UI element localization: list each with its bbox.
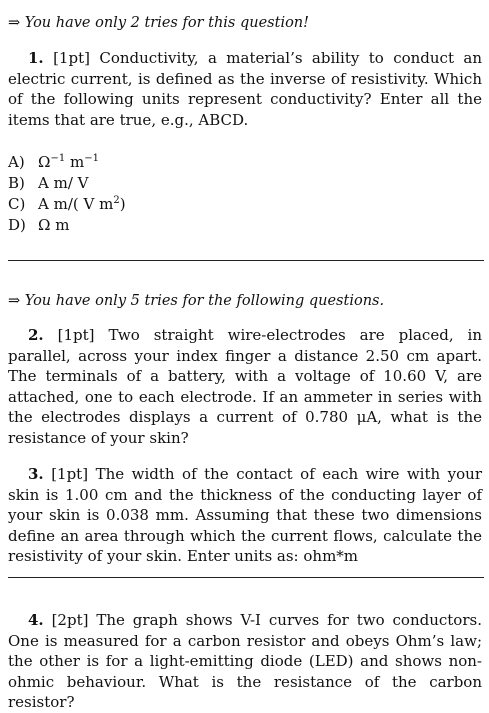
question-1-number: 1. (28, 49, 44, 67)
option-unit: Ω m (38, 216, 70, 234)
divider (8, 577, 484, 578)
question-2 (8, 325, 482, 448)
question-1-text: [1pt] Conductivity, a material’s ability to conduct an electric current, is defined as the inverse of resistivity. Which of the following units represent conductivity? Enter all the items that are true, e.g., ABCD. (8, 49, 482, 129)
tries-notice-multiple: ⇒ You have only 5 tries for the following questions. (8, 293, 385, 309)
option-unit: $\Omega^{-1}$ $m^{-1}$ (38, 153, 99, 171)
question-3 (8, 464, 482, 567)
question-3-number: 3. (28, 465, 44, 483)
option-letter: C) (8, 195, 26, 213)
option-unit: A m/( V $m^2$) (38, 195, 126, 213)
tries-notice-single: ⇒ You have only 2 tries for this question! (8, 15, 309, 31)
question-1-options (8, 152, 126, 236)
option-a (8, 152, 126, 173)
option-b (8, 173, 126, 194)
divider (8, 260, 484, 261)
option-d (8, 215, 126, 236)
option-letter: D) (8, 216, 26, 234)
option-letter: A) (8, 153, 25, 171)
question-4 (8, 610, 482, 713)
option-letter: B) (8, 174, 25, 192)
question-1 (8, 48, 482, 130)
question-4-text: [2pt] The graph shows V-I curves for two conductors. One is measured for a carbon resistor and obeys Ohm’s law; the other is for a light-emitting diode (LED) and shows non-ohmic behaviour. What is the resistance of the carbon resistor? (8, 611, 482, 711)
option-c (8, 194, 126, 215)
option-unit: A m/ V (38, 174, 89, 192)
question-3-text: [1pt] The width of the contact of each wire with your skin is 1.00 cm and the thickness of the conducting layer of your skin is 0.038 mm. Assuming that these two dimensions define an area through which the current flows, calculate the resistivity of your skin. Enter units as: ohm*m (8, 465, 482, 565)
question-2-number: 2. (28, 326, 44, 344)
question-2-text: [1pt] Two straight wire-electrodes are placed, in parallel, across your index finger a distance 2.50 cm apart. The terminals of a battery, with a voltage of 10.60 V, are attached, one to each electrode. If an ammeter in series with the electrodes displays a current of 0.780 μA, what is the resistance of your skin? (8, 326, 482, 447)
question-4-number: 4. (28, 611, 44, 629)
